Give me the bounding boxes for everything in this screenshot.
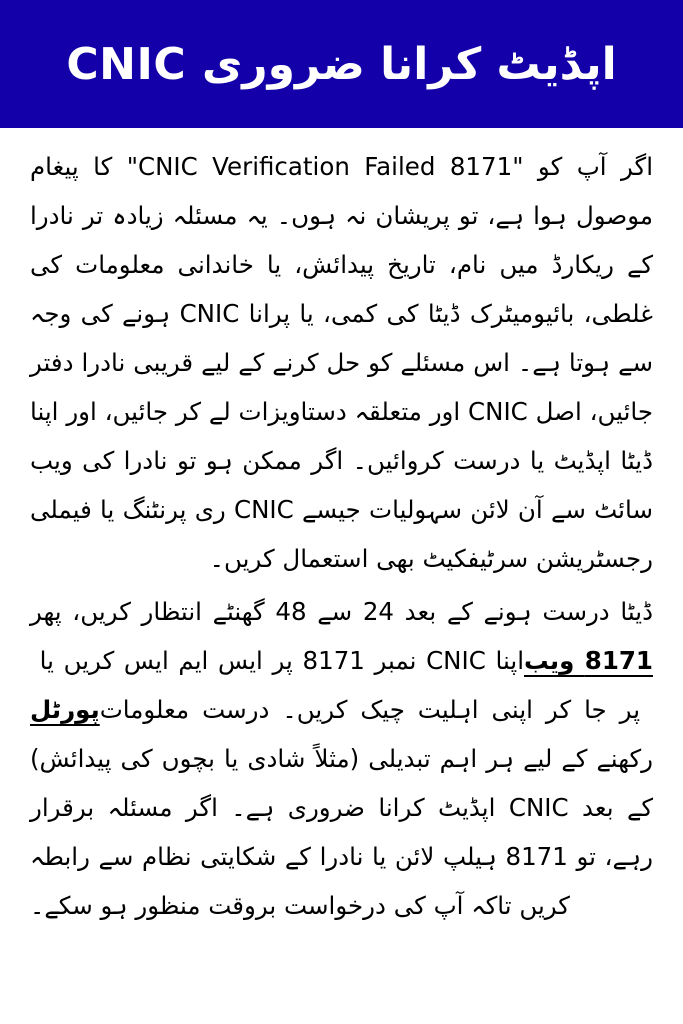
- page-title: CNIC اپڈیٹ کرانا ضروری: [66, 38, 617, 90]
- paragraph-intro: اگر آپ کو "CNIC Verification Failed 8171" کا پیغام موصول ہوا ہے، تو پریشان نہ ہوں۔ یہ مسئلہ زیادہ تر نادرا کے ریکارڈ میں نام، تاریخ پیدائش، یا خاندانی معلومات کی غلطی، بائیومیٹرک ڈیٹا کی کمی، یا پرانا CNIC ہونے کی وجہ سے ہوتا ہے۔ اس مسئلے کو حل کرنے کے لیے قریبی نادرا دفتر جائیں، اصل CNIC اور متعلقہ دستاویزات لے کر جائیں، اور اپنا ڈیٹا اپڈیٹ یا درست کروائیں۔ اگر ممکن ہو تو نادرا کی ویب سائٹ سے آن لائن سہولیات جیسے CNIC ری پرنٹنگ یا فیملی رجسٹریشن سرٹیفکیٹ بھی استعمال کریں۔: [30, 152, 654, 573]
- paragraph-steps-text-start: ڈیٹا درست ہونے کے بعد 24 سے 48 گھنٹے انتظار کریں، پھر اپنا CNIC نمبر 8171 پر ایس ایم ایس کریں یا: [30, 597, 653, 675]
- paragraph-steps-text-end: پر جا کر اپنی اہلیت چیک کریں۔ درست معلومات رکھنے کے لیے ہر اہم تبدیلی (مثلاً شادی یا بچوں کی پیدائش) کے بعد CNIC اپڈیٹ کرانا ضروری ہے۔ اگر مسئلہ برقرار رہے، تو 8171 ہیلپ لائن یا نادرا کے شکایتی نظام سے رابطہ کریں تاکہ آپ کی درخواست بروقت منظور ہو سکے۔: [30, 695, 654, 920]
- article-body: [0, 128, 683, 930]
- title-banner: [0, 0, 683, 128]
- paragraph-steps: [30, 587, 653, 930]
- web-portal-link[interactable]: 8171 ویب پورٹل: [30, 646, 653, 724]
